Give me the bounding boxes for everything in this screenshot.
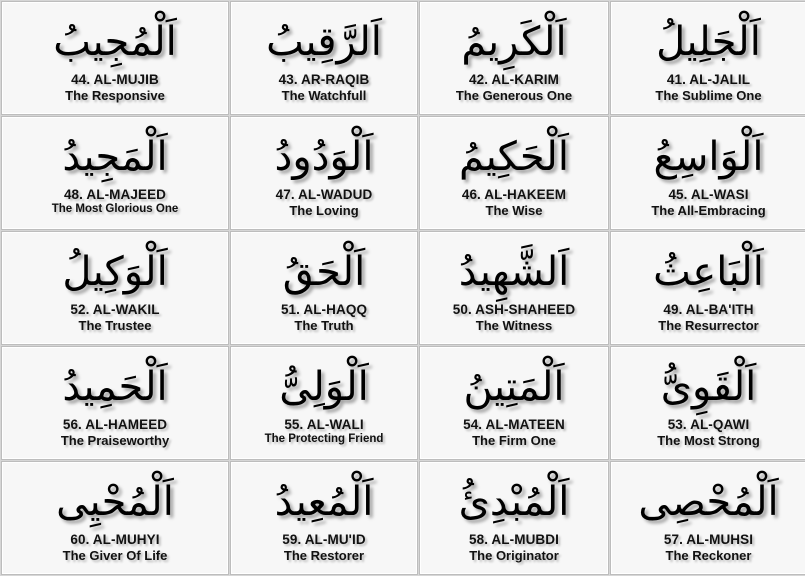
name-card	[610, 1, 805, 115]
name-meaning: The Responsive	[65, 88, 165, 103]
arabic-name: اَلْمُعِيدُ	[274, 479, 374, 525]
name-meaning: The Wise	[485, 203, 543, 218]
arabic-name: اَلْمُحْصِى	[638, 479, 779, 525]
name-meaning: The Most Strong	[657, 433, 760, 448]
name-label: 59. AL-MU'ID	[282, 532, 366, 547]
name-card	[419, 346, 609, 460]
arabic-name: اَلْوَكِيلُ	[62, 249, 168, 295]
name-label: 46. AL-HAKEEM	[461, 187, 567, 202]
name-label: 54. AL-MATEEN	[463, 417, 565, 432]
arabic-name: اَلْوَاسِعُ	[653, 134, 764, 180]
name-card	[1, 116, 229, 230]
name-label: 56. AL-HAMEED	[62, 417, 168, 432]
name-meaning: The Generous One	[455, 88, 573, 103]
arabic-name: اَلرَّقِيبُ	[266, 19, 382, 65]
name-meaning: The Giver Of Life	[62, 548, 168, 563]
arabic-name: اَلْحَمِيدُ	[62, 364, 168, 410]
arabic-name: اَلْجَلِيلُ	[656, 19, 761, 65]
name-meaning: The Protecting Friend	[264, 433, 384, 445]
name-meaning: The Most Glorious One	[51, 203, 179, 215]
arabic-name: اَلْوَلِىُّ	[279, 364, 369, 410]
name-card	[419, 461, 609, 575]
arabic-name: اَلشَّهِيدُ	[458, 249, 570, 295]
name-meaning: The Praiseworthy	[60, 433, 170, 448]
name-label: 41. AL-JALIL	[666, 72, 751, 87]
name-card	[610, 461, 805, 575]
name-label: 60. AL-MUHYI	[70, 532, 160, 547]
arabic-name: اَلْحَقُ	[282, 249, 366, 295]
name-meaning: The Reckoner	[665, 548, 752, 563]
name-meaning: The Originator	[469, 548, 559, 563]
arabic-name: اَلْمُبْدِئُ	[458, 479, 570, 525]
arabic-name: اَلْمُجِيبُ	[53, 19, 177, 65]
name-meaning: The Watchfull	[281, 88, 367, 103]
name-meaning: The Loving	[289, 203, 359, 218]
name-label: 55. AL-WALI	[284, 417, 364, 432]
arabic-name: اَلْمَجِيدُ	[62, 134, 168, 180]
name-label: 57. AL-MUHSI	[663, 532, 754, 547]
name-label: 42. AL-KARIM	[469, 72, 559, 87]
arabic-name: اَلْكَرِيمُ	[461, 19, 567, 65]
name-card	[610, 116, 805, 230]
arabic-name: اَلْقَوِىُّ	[660, 364, 757, 410]
name-card	[610, 231, 805, 345]
name-meaning: The Trustee	[78, 318, 152, 333]
name-label: 50. ASH-SHAHEED	[452, 302, 576, 317]
name-meaning: The Sublime One	[655, 88, 762, 103]
name-card	[1, 346, 229, 460]
name-label: 47. AL-WADUD	[275, 187, 373, 202]
name-label: 53. AL-QAWI	[667, 417, 750, 432]
name-label: 58. AL-MUBDI	[469, 532, 559, 547]
name-card	[230, 1, 418, 115]
name-label: 45. AL-WASI	[668, 187, 749, 202]
name-card	[230, 116, 418, 230]
name-card	[419, 231, 609, 345]
name-card	[1, 231, 229, 345]
name-meaning: The Resurrector	[658, 318, 759, 333]
name-label: 49. AL-BA'ITH	[663, 302, 754, 317]
name-label: 52. AL-WAKIL	[70, 302, 160, 317]
name-label: 48. AL-MAJEED	[63, 187, 167, 202]
name-label: 51. AL-HAQQ	[280, 302, 368, 317]
name-card	[1, 461, 229, 575]
name-meaning: The Witness	[475, 318, 553, 333]
name-card	[230, 231, 418, 345]
name-meaning: The All-Embracing	[651, 203, 766, 218]
name-card	[230, 461, 418, 575]
arabic-name: اَلْوَدُودُ	[274, 134, 374, 180]
name-meaning: The Restorer	[283, 548, 365, 563]
name-meaning: The Firm One	[472, 433, 556, 448]
name-card	[419, 116, 609, 230]
name-meaning: The Truth	[294, 318, 354, 333]
arabic-name: اَلْمُحْيِى	[56, 479, 174, 525]
arabic-name: اَلْحَكِيمُ	[459, 134, 569, 180]
name-card	[230, 346, 418, 460]
arabic-name: اَلْبَاعِثُ	[653, 249, 764, 295]
arabic-name: اَلْمَتِينُ	[463, 364, 565, 410]
name-card	[419, 1, 609, 115]
name-card	[1, 1, 229, 115]
name-label: 43. AR-RAQIB	[278, 72, 370, 87]
name-label: 44. AL-MUJIB	[71, 72, 159, 87]
name-card	[610, 346, 805, 460]
